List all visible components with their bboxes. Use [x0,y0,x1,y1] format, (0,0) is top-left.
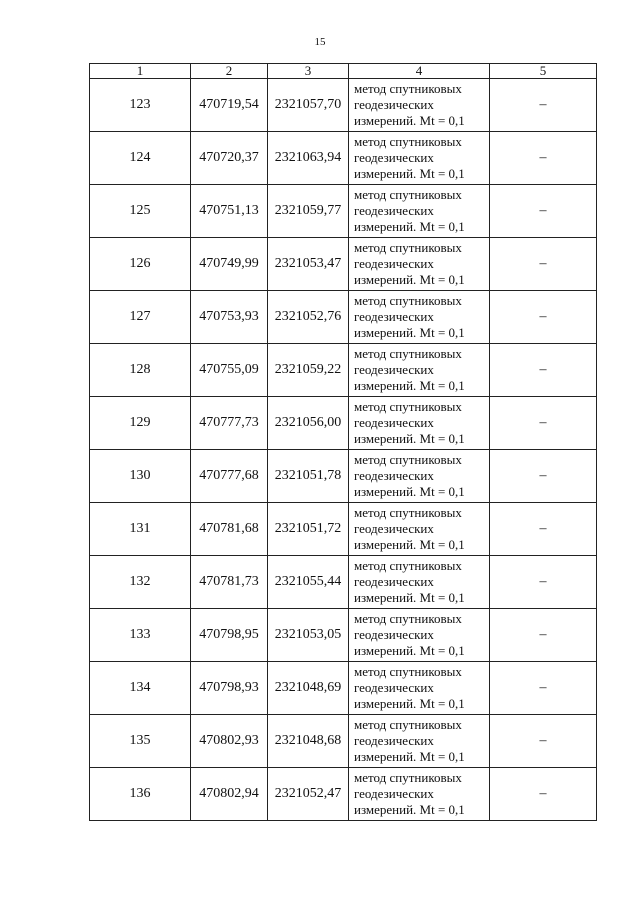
x-coordinate-cell: 470749,99 [191,238,268,291]
method-line: измерений. Mt = 0,1 [354,272,465,287]
y-coordinate-cell: 2321063,94 [268,132,349,185]
table-row [90,450,597,503]
y-coordinate-cell: 2321053,05 [268,609,349,662]
method-line: метод спутниковых [354,81,462,96]
note-cell: – [490,238,597,291]
method-line: геодезических [354,150,434,165]
header-col-4: 4 [349,64,490,79]
method-line: метод спутниковых [354,664,462,679]
method-cell [349,450,490,503]
y-coordinate-cell: 2321056,00 [268,397,349,450]
method-line: измерений. Mt = 0,1 [354,590,465,605]
point-number-cell: 131 [90,503,191,556]
method-line: измерений. Mt = 0,1 [354,325,465,340]
table-row [90,715,597,768]
method-cell [349,291,490,344]
note-cell: – [490,397,597,450]
table-row [90,344,597,397]
note-cell: – [490,556,597,609]
method-line: измерений. Mt = 0,1 [354,802,465,817]
method-line: измерений. Mt = 0,1 [354,537,465,552]
method-line: метод спутниковых [354,611,462,626]
method-line: метод спутниковых [354,558,462,573]
method-line: геодезических [354,627,434,642]
y-coordinate-cell: 2321051,78 [268,450,349,503]
method-line: метод спутниковых [354,717,462,732]
method-line: геодезических [354,309,434,324]
x-coordinate-cell: 470781,68 [191,503,268,556]
method-line: измерений. Mt = 0,1 [354,484,465,499]
method-line: измерений. Mt = 0,1 [354,643,465,658]
method-line: геодезических [354,362,434,377]
table-row [90,79,597,132]
point-number-cell: 127 [90,291,191,344]
method-line: метод спутниковых [354,770,462,785]
method-line: геодезических [354,468,434,483]
method-line: метод спутниковых [354,240,462,255]
method-line: измерений. Mt = 0,1 [354,431,465,446]
method-line: геодезических [354,680,434,695]
y-coordinate-cell: 2321052,76 [268,291,349,344]
table-row [90,185,597,238]
table-row [90,556,597,609]
note-cell: – [490,132,597,185]
point-number-cell: 136 [90,768,191,821]
table-body [90,79,597,821]
method-line: метод спутниковых [354,293,462,308]
note-cell: – [490,768,597,821]
note-cell: – [490,185,597,238]
table-row [90,132,597,185]
method-line: метод спутниковых [354,134,462,149]
method-cell [349,768,490,821]
header-col-3: 3 [268,64,349,79]
table-header-row [90,64,597,79]
x-coordinate-cell: 470755,09 [191,344,268,397]
y-coordinate-cell: 2321048,68 [268,715,349,768]
y-coordinate-cell: 2321053,47 [268,238,349,291]
method-line: геодезических [354,733,434,748]
method-cell [349,503,490,556]
method-cell [349,238,490,291]
method-line: метод спутниковых [354,399,462,414]
method-line: метод спутниковых [354,505,462,520]
method-line: геодезических [354,97,434,112]
header-col-1: 1 [90,64,191,79]
y-coordinate-cell: 2321048,69 [268,662,349,715]
point-number-cell: 135 [90,715,191,768]
y-coordinate-cell: 2321057,70 [268,79,349,132]
note-cell: – [490,344,597,397]
note-cell: – [490,79,597,132]
method-line: геодезических [354,203,434,218]
x-coordinate-cell: 470802,93 [191,715,268,768]
method-line: геодезических [354,574,434,589]
point-number-cell: 128 [90,344,191,397]
point-number-cell: 123 [90,79,191,132]
note-cell: – [490,715,597,768]
note-cell: – [490,291,597,344]
table-row [90,397,597,450]
x-coordinate-cell: 470798,93 [191,662,268,715]
table-row [90,291,597,344]
method-cell [349,132,490,185]
method-line: метод спутниковых [354,187,462,202]
note-cell: – [490,450,597,503]
x-coordinate-cell: 470720,37 [191,132,268,185]
x-coordinate-cell: 470777,68 [191,450,268,503]
point-number-cell: 124 [90,132,191,185]
page-number: 15 [314,36,326,48]
method-cell [349,715,490,768]
method-line: измерений. Mt = 0,1 [354,113,465,128]
method-line: измерений. Mt = 0,1 [354,696,465,711]
point-number-cell: 126 [90,238,191,291]
method-line: метод спутниковых [354,452,462,467]
note-cell: – [490,662,597,715]
table-row [90,662,597,715]
point-number-cell: 132 [90,556,191,609]
note-cell: – [490,503,597,556]
table-row [90,768,597,821]
method-line: геодезических [354,256,434,271]
method-line: геодезических [354,786,434,801]
y-coordinate-cell: 2321055,44 [268,556,349,609]
method-cell [349,556,490,609]
y-coordinate-cell: 2321059,77 [268,185,349,238]
method-line: метод спутниковых [354,346,462,361]
method-line: геодезических [354,415,434,430]
method-line: измерений. Mt = 0,1 [354,166,465,181]
note-cell: – [490,609,597,662]
method-line: измерений. Mt = 0,1 [354,749,465,764]
header-col-2: 2 [191,64,268,79]
method-cell [349,185,490,238]
method-line: геодезических [354,521,434,536]
x-coordinate-cell: 470751,13 [191,185,268,238]
method-line: измерений. Mt = 0,1 [354,219,465,234]
table-row [90,238,597,291]
x-coordinate-cell: 470798,95 [191,609,268,662]
point-number-cell: 134 [90,662,191,715]
method-cell [349,609,490,662]
method-cell [349,79,490,132]
x-coordinate-cell: 470719,54 [191,79,268,132]
x-coordinate-cell: 470802,94 [191,768,268,821]
method-cell [349,397,490,450]
point-number-cell: 130 [90,450,191,503]
x-coordinate-cell: 470753,93 [191,291,268,344]
header-col-5: 5 [490,64,597,79]
y-coordinate-cell: 2321059,22 [268,344,349,397]
y-coordinate-cell: 2321051,72 [268,503,349,556]
x-coordinate-cell: 470777,73 [191,397,268,450]
method-cell [349,662,490,715]
x-coordinate-cell: 470781,73 [191,556,268,609]
y-coordinate-cell: 2321052,47 [268,768,349,821]
method-line: измерений. Mt = 0,1 [354,378,465,393]
method-cell [349,344,490,397]
coordinates-table [89,63,597,821]
point-number-cell: 125 [90,185,191,238]
table-row [90,609,597,662]
table-row [90,503,597,556]
point-number-cell: 129 [90,397,191,450]
point-number-cell: 133 [90,609,191,662]
